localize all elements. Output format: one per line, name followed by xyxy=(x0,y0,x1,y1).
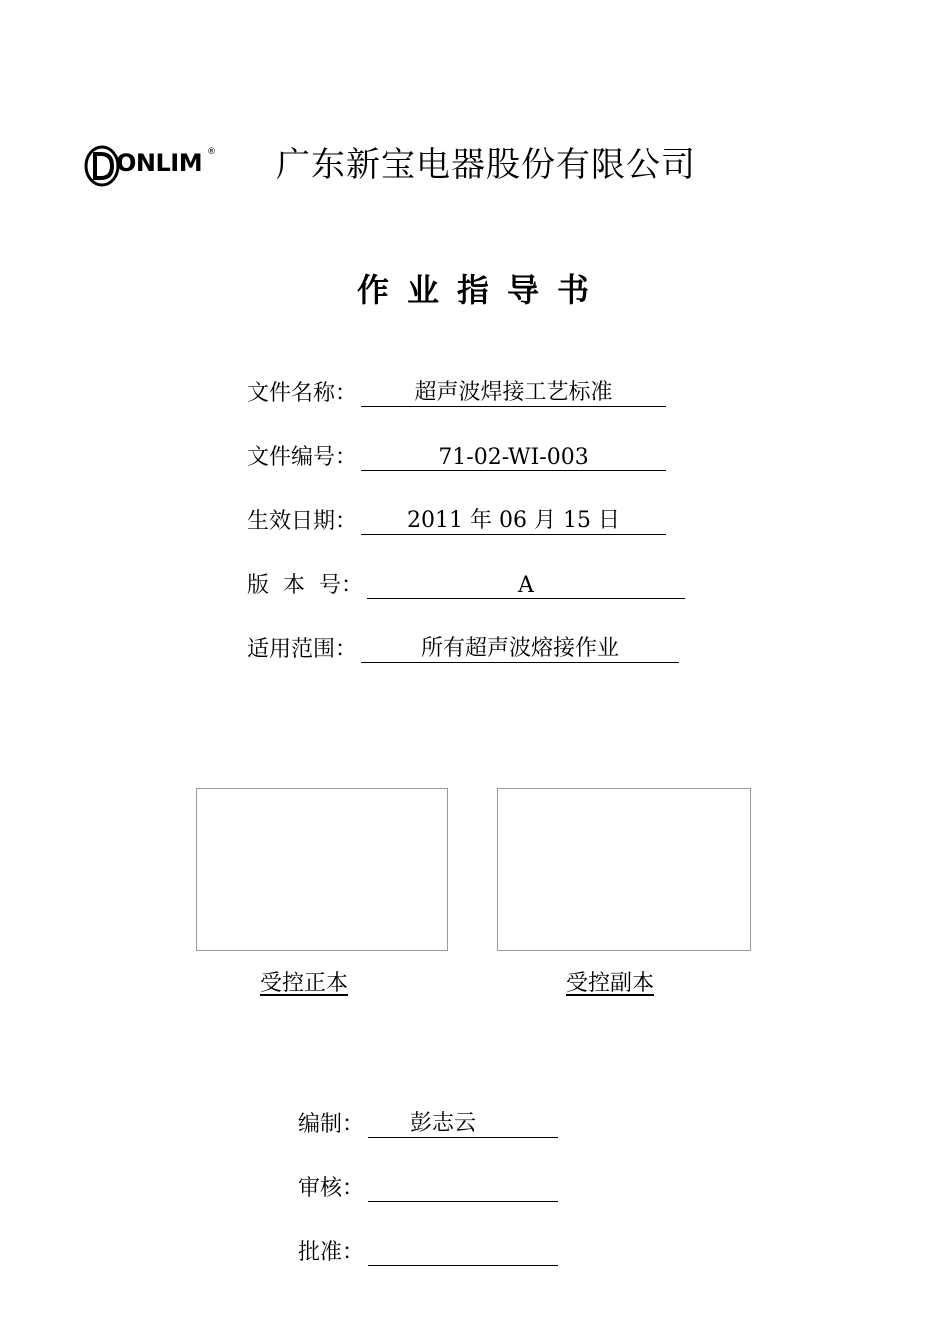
file-name-line xyxy=(361,376,666,407)
compiled-value: 彭志云 xyxy=(410,1111,477,1136)
reviewed-row xyxy=(298,1168,558,1202)
compiled-row xyxy=(298,1104,558,1138)
file-number-label: 文件编号： xyxy=(247,445,358,470)
version-value: A xyxy=(518,573,534,598)
controlled-original-label: 受控正本 xyxy=(260,971,349,996)
scope-label: 适用范围： xyxy=(247,637,358,662)
file-name-row xyxy=(247,373,666,407)
approved-row xyxy=(298,1232,558,1266)
effective-date-label: 生效日期： xyxy=(247,509,358,534)
file-name-label: 文件名称： xyxy=(247,381,358,406)
registered-mark: ® xyxy=(207,147,216,157)
scope-row xyxy=(247,629,679,663)
compiled-line xyxy=(368,1107,558,1138)
effective-date-row xyxy=(247,501,666,535)
scope-line xyxy=(361,632,679,663)
version-line xyxy=(367,568,685,599)
file-name-value: 超声波焊接工艺标准 xyxy=(414,380,613,405)
file-number-line xyxy=(361,440,666,471)
copy-stamp-box xyxy=(497,788,751,951)
reviewed-label: 审核： xyxy=(298,1176,365,1201)
approved-line[interactable] xyxy=(368,1235,558,1266)
compiled-label: 编制： xyxy=(298,1112,365,1137)
controlled-copy-label: 受控副本 xyxy=(566,971,655,996)
logo-wordmark: ONLIM xyxy=(116,149,203,177)
company-logo xyxy=(84,145,219,187)
company-name: 广东新宝电器股份有限公司 xyxy=(276,145,696,185)
original-stamp-box xyxy=(196,788,448,951)
approved-label: 批准： xyxy=(298,1240,365,1265)
reviewed-line[interactable] xyxy=(368,1171,558,1202)
scope-value: 所有超声波熔接作业 xyxy=(421,636,620,661)
file-number-value: 71-02-WI-003 xyxy=(438,445,589,470)
document-title: 作业指导书 xyxy=(357,271,608,309)
effective-date-value: 2011 年 06 月 15 日 xyxy=(407,508,620,533)
file-number-row xyxy=(247,437,666,471)
effective-date-line xyxy=(361,504,666,535)
logo-d-mark-icon xyxy=(84,145,120,187)
version-label: 版 本 号： xyxy=(247,573,363,598)
version-row xyxy=(247,565,685,599)
